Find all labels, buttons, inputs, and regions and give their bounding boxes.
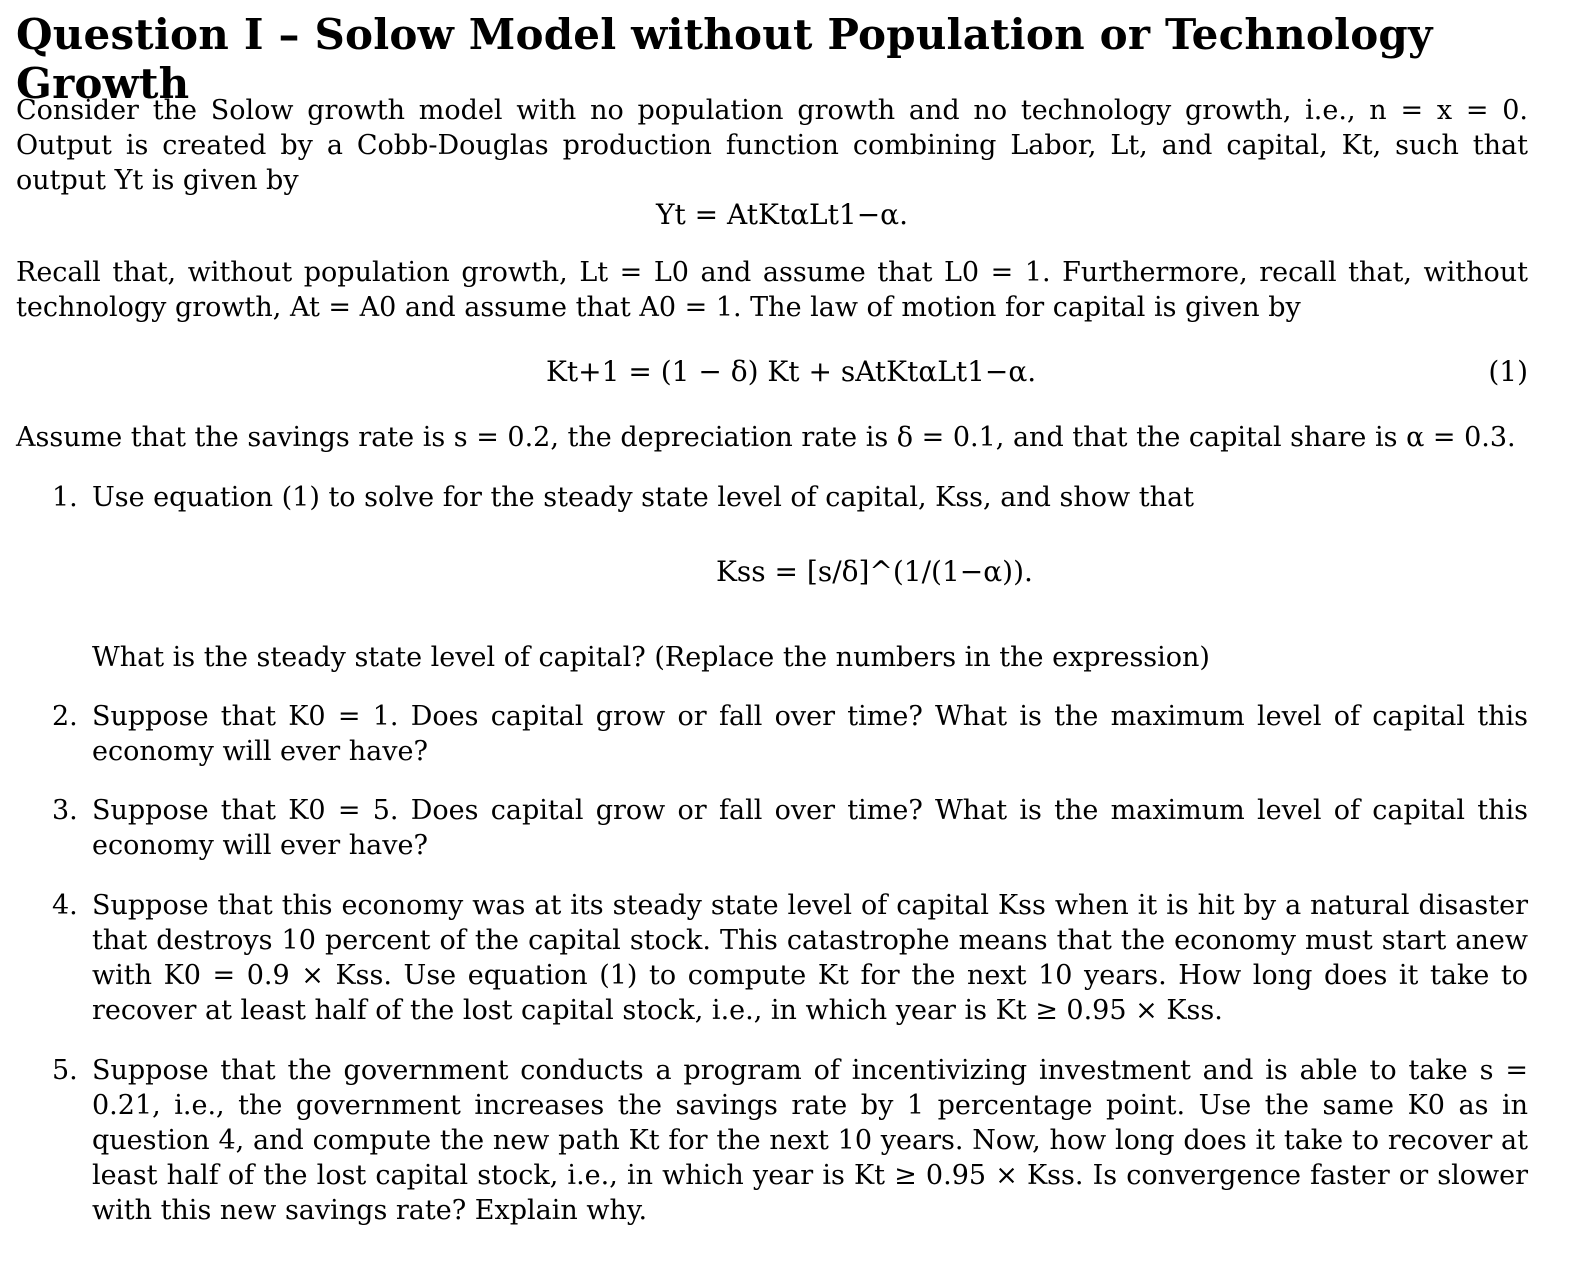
question-text: Suppose that K0 = 5. Does capital grow or fall over time? What is the maximum level of capital this economy will ever have? — [92, 795, 1528, 861]
question-followup-text: What is the steady state level of capital? (Replace the numbers in the expression) — [92, 642, 1210, 673]
question-3 — [52, 793, 1528, 863]
steady-state-equation: Kss = [s/δ]^(1/(1−α)). — [716, 555, 1033, 588]
recall-paragraph: Recall that, without population growth, Lt = L0 and assume that L0 = 1. Furthermore, recall that, without technology growth, At = A0 and assume that A0 = 1. The law of motion for capital is given by — [16, 257, 1528, 323]
question-number: 2. — [52, 701, 78, 732]
question-text: Use equation (1) to solve for the steady state level of capital, Kss, and show that — [92, 482, 1194, 513]
question-text: Suppose that this economy was at its steady state level of capital Kss when it is hit by a natural disaster that destroys 10 percent of the capital stock. This catastrophe means that the economy must start anew with K0 = 0.9 × Kss. Use equation (1) to compute Kt for the next 10 years. How long does it take to recover at least half of the lost capital stock, i.e., in which year is Kt ≥ 0.95 × Kss. — [92, 890, 1528, 1026]
production-equation: Yt = AtKtαLt1−α. — [656, 198, 908, 231]
question-text: Suppose that K0 = 1. Does capital grow or fall over time? What is the maximum level of capital this economy will ever have? — [92, 701, 1528, 767]
question-5 — [52, 1053, 1528, 1228]
question-number: 3. — [52, 795, 78, 826]
page-title: Question I – Solow Model without Population or Technology Growth — [16, 10, 1433, 108]
question-number: 1. — [52, 482, 78, 513]
law-of-motion-equation: Kt+1 = (1 − δ) Kt + sAtKtαLt1−α. — [546, 355, 1037, 388]
question-1 — [52, 480, 1528, 515]
question-text: Suppose that the government conducts a program of incentivizing investment and is able to take s = 0.21, i.e., the government increases the savings rate by 1 percentage point. Use the same K0 as in question 4, and compute the new path Kt for the next 10 years. Now, how long does it take to recover at least half of the lost capital stock, i.e., in which year is Kt ≥ 0.95 × Kss. Is convergence faster or slower with this new savings rate? Explain why. — [92, 1055, 1528, 1226]
question-4 — [52, 888, 1528, 1028]
question-2 — [52, 699, 1528, 769]
intro-paragraph: Consider the Solow growth model with no population growth and no technology growth, i.e., n = x = 0. Output is created by a Cobb-Douglas production function combining Labor, Lt, and capital, Kt, such that output Yt is given by — [16, 95, 1528, 196]
question-number: 5. — [52, 1055, 78, 1086]
question-1-followup — [52, 640, 1528, 675]
equation-number: (1) — [1488, 355, 1528, 388]
question-number: 4. — [52, 890, 78, 921]
assumption-paragraph: Assume that the savings rate is s = 0.2, the depreciation rate is δ = 0.1, and that the capital share is α = 0.3. — [16, 422, 1516, 453]
